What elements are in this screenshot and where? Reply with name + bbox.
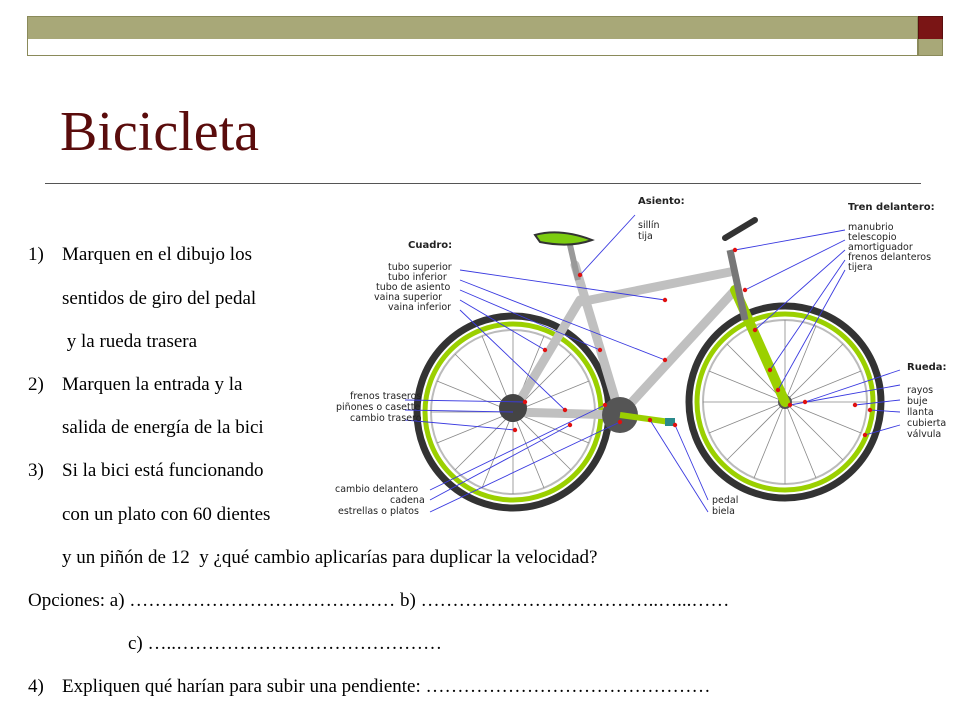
label-cambio-trasero: cambio trasero bbox=[350, 413, 422, 424]
label-biela: biela bbox=[712, 506, 735, 517]
label-tubo-asiento: tubo de asiento bbox=[376, 282, 451, 293]
label-telescopio: telescopio bbox=[848, 232, 897, 243]
label-tija: tija bbox=[638, 231, 653, 242]
item-3-line-3: y un piñón de 12 y ¿qué cambio aplicarías para duplicar la velocidad? bbox=[62, 547, 598, 568]
label-rayos: rayos bbox=[907, 385, 934, 396]
label-buje: buje bbox=[907, 396, 928, 407]
corner-accent-dark bbox=[918, 16, 943, 40]
item-3-number: 3) bbox=[28, 460, 44, 481]
item-1-line-1: Marquen en el dibujo los bbox=[62, 244, 252, 265]
seat-post bbox=[570, 245, 578, 280]
label-llanta: llanta bbox=[907, 407, 934, 418]
label-frenos-traseros: frenos traseros bbox=[350, 391, 422, 402]
label-cubierta: cubierta bbox=[907, 418, 947, 429]
label-tubo-superior: tubo superior bbox=[388, 262, 452, 273]
item-3-line-2: con un plato con 60 dientes bbox=[62, 504, 271, 525]
label-cambio-delantero: cambio delantero bbox=[335, 484, 419, 495]
label-valvula: válvula bbox=[907, 429, 942, 440]
item-3-line-1: Si la bici está funcionando bbox=[62, 460, 264, 481]
item-1-line-3: y la rueda trasera bbox=[62, 331, 198, 352]
item-4-line-1: Expliquen qué harían para subir una pendiente: ……………………………………… bbox=[62, 676, 711, 697]
item-2-line-2: salida de energía de la bici bbox=[62, 417, 264, 438]
label-cadena: cadena bbox=[390, 495, 425, 506]
header-bar-underlay bbox=[27, 39, 918, 56]
label-pedal: pedal bbox=[712, 495, 739, 506]
handlebar bbox=[725, 220, 755, 238]
cassette bbox=[499, 394, 527, 422]
label-tubo-inferior: tubo inferior bbox=[388, 272, 447, 283]
label-vaina-superior: vaina superior bbox=[374, 292, 443, 303]
label-cuadro-header: Cuadro: bbox=[408, 240, 453, 251]
head-tube bbox=[730, 250, 745, 320]
title-divider bbox=[45, 183, 921, 184]
label-rueda-header: Rueda: bbox=[907, 362, 947, 373]
label-sillin: sillín bbox=[638, 220, 660, 231]
item-1-line-2: sentidos de giro del pedal bbox=[62, 288, 257, 309]
options-line-1: Opciones: a) …………………………………… b) ………………………………..…...…… bbox=[28, 590, 730, 611]
label-frenos-delanteros: frenos delanteros bbox=[848, 252, 932, 263]
item-4-number: 4) bbox=[28, 676, 44, 697]
item-1-number: 1) bbox=[28, 244, 44, 265]
bicycle-diagram bbox=[330, 190, 955, 525]
label-tijera: tijera bbox=[848, 262, 873, 273]
saddle bbox=[535, 232, 592, 244]
item-2-line-1: Marquen la entrada y la bbox=[62, 374, 243, 395]
label-estrellas: estrellas o platos bbox=[338, 506, 419, 517]
label-asiento-header: Asiento: bbox=[638, 196, 685, 207]
label-tren-header: Tren delantero: bbox=[848, 202, 935, 213]
corner-accent-olive bbox=[918, 39, 943, 56]
item-2-number: 2) bbox=[28, 374, 44, 395]
slide-title: Bicicleta bbox=[60, 101, 260, 163]
label-amortiguador: amortiguador bbox=[848, 242, 913, 253]
label-vaina-inferior: vaina inferior bbox=[388, 302, 452, 313]
options-line-2: c) …..…………………………………… bbox=[128, 633, 443, 654]
label-pinones: piñones o casette bbox=[336, 402, 421, 413]
header-bar bbox=[27, 16, 918, 40]
label-manubrio: manubrio bbox=[848, 222, 894, 233]
